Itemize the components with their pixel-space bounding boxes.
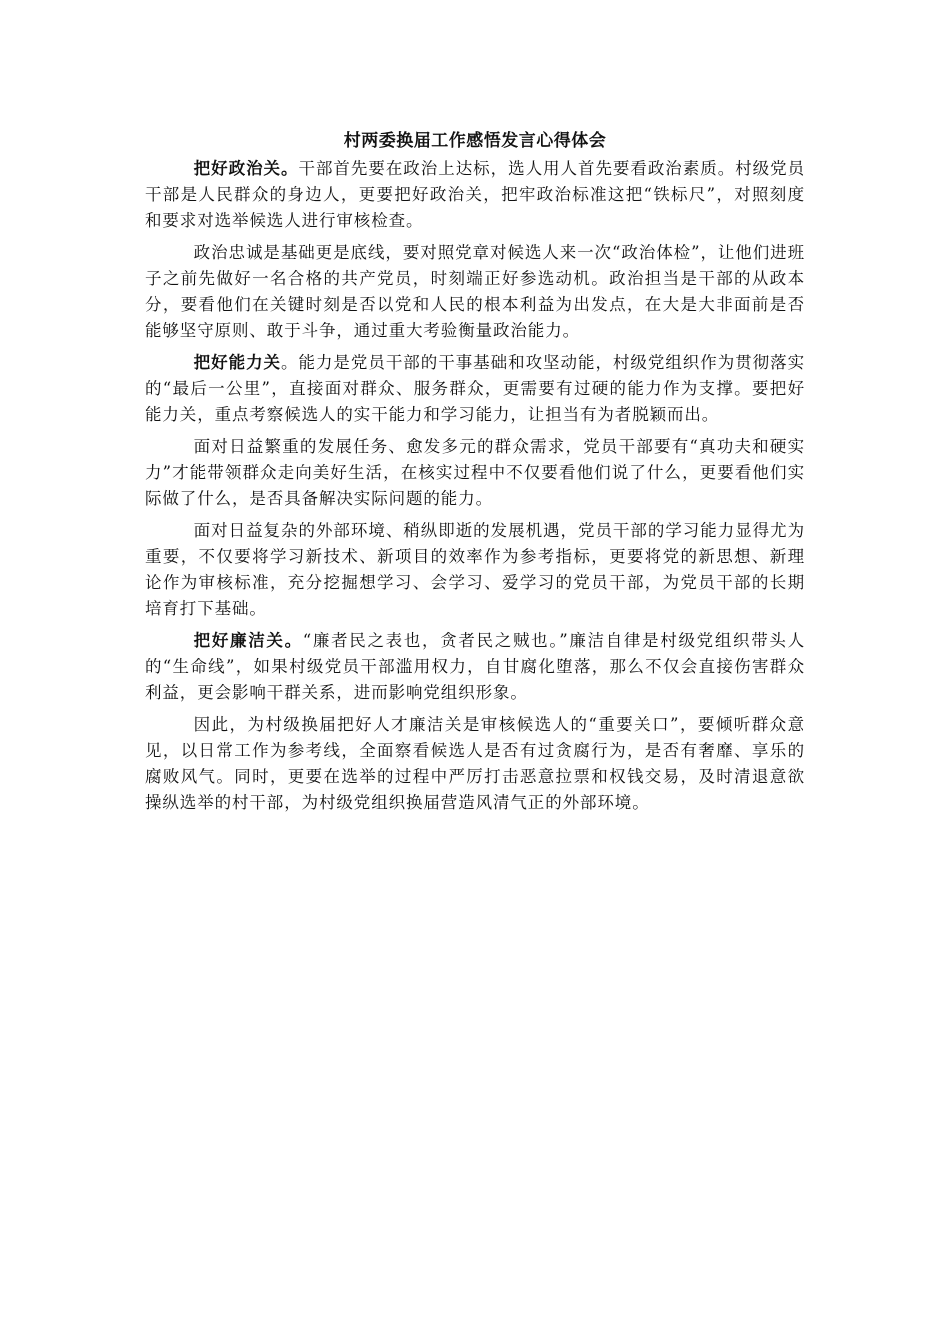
paragraph-2-text: 政治忠诚是基础更是底线，要对照党章对候选人来一次“政治体检”，让他们进班子之前先做好一名合格的共产党员，时刻端正好参选动机。政治担当是干部的从政本分，要看他们在关键时刻是否以党和人民的根本利益为出发点，在大是大非面前是否能够坚守原则、敢于斗争，通过重大考验衡量政治能力。 — [145, 243, 805, 340]
paragraph-4 — [145, 434, 805, 512]
paragraph-1 — [145, 156, 805, 234]
document-page — [145, 126, 805, 822]
paragraph-6-text: “廉者民之表也，贪者民之贼也。”廉洁自律是村级党组织带头人的“生命线”，如果村级党员干部滥用权力，自甘腐化堕落，那么不仅会直接伤害群众利益，更会影响干群关系，进而影响党组织形象。 — [145, 631, 805, 702]
paragraph-3-lead: 把好能力关 — [193, 353, 282, 372]
paragraph-7-text: 因此，为村级换届把好人才廉洁关是审核候选人的“重要关口”，要倾听群众意见，以日常工作为参考线，全面察看候选人是否有过贪腐行为，是否有奢靡、享乐的腐败风气。同时，更要在选举的过程中严厉打击恶意拉票和权钱交易，及时清退意欲操纵选举的村干部，为村级党组织换届营造风清气正的外部环境。 — [145, 715, 805, 812]
paragraph-2 — [145, 240, 805, 344]
paragraph-4-text: 面对日益繁重的发展任务、愈发多元的群众需求，党员干部要有“真功夫和硬实力”才能带领群众走向美好生活，在核实过程中不仅要看他们说了什么，更要看他们实际做了什么，是否具备解决实际问题的能力。 — [145, 437, 805, 508]
document-title: 村两委换届工作感悟发言心得体会 — [343, 131, 607, 151]
paragraph-5 — [145, 518, 805, 622]
paragraph-1-lead: 把好政治关。 — [193, 159, 299, 178]
paragraph-7 — [145, 712, 805, 816]
paragraph-5-text: 面对日益复杂的外部环境、稍纵即逝的发展机遇，党员干部的学习能力显得尤为重要，不仅要将学习新技术、新项目的效率作为参考指标，更要将党的新思想、新理论作为审核标准，充分挖掘想学习、会学习、爱学习的党员干部，为党员干部的长期培育打下基础。 — [145, 521, 805, 618]
paragraph-6 — [145, 628, 805, 706]
paragraph-3 — [145, 350, 805, 428]
paragraph-1-text: 干部首先要在政治上达标，选人用人首先要看政治素质。村级党员干部是人民群众的身边人，更要把好政治关，把牢政治标准这把“铁标尺”，对照刻度和要求对选举候选人进行审核检查。 — [145, 159, 805, 230]
paragraph-3-text: 。能力是党员干部的干事基础和攻坚动能，村级党组织作为贯彻落实的“最后一公里”，直接面对群众、服务群众，更需要有过硬的能力作为支撑。要把好能力关，重点考察候选人的实干能力和学习能力，让担当有为者脱颖而出。 — [145, 353, 806, 424]
paragraph-6-lead: 把好廉洁关。 — [193, 631, 303, 650]
